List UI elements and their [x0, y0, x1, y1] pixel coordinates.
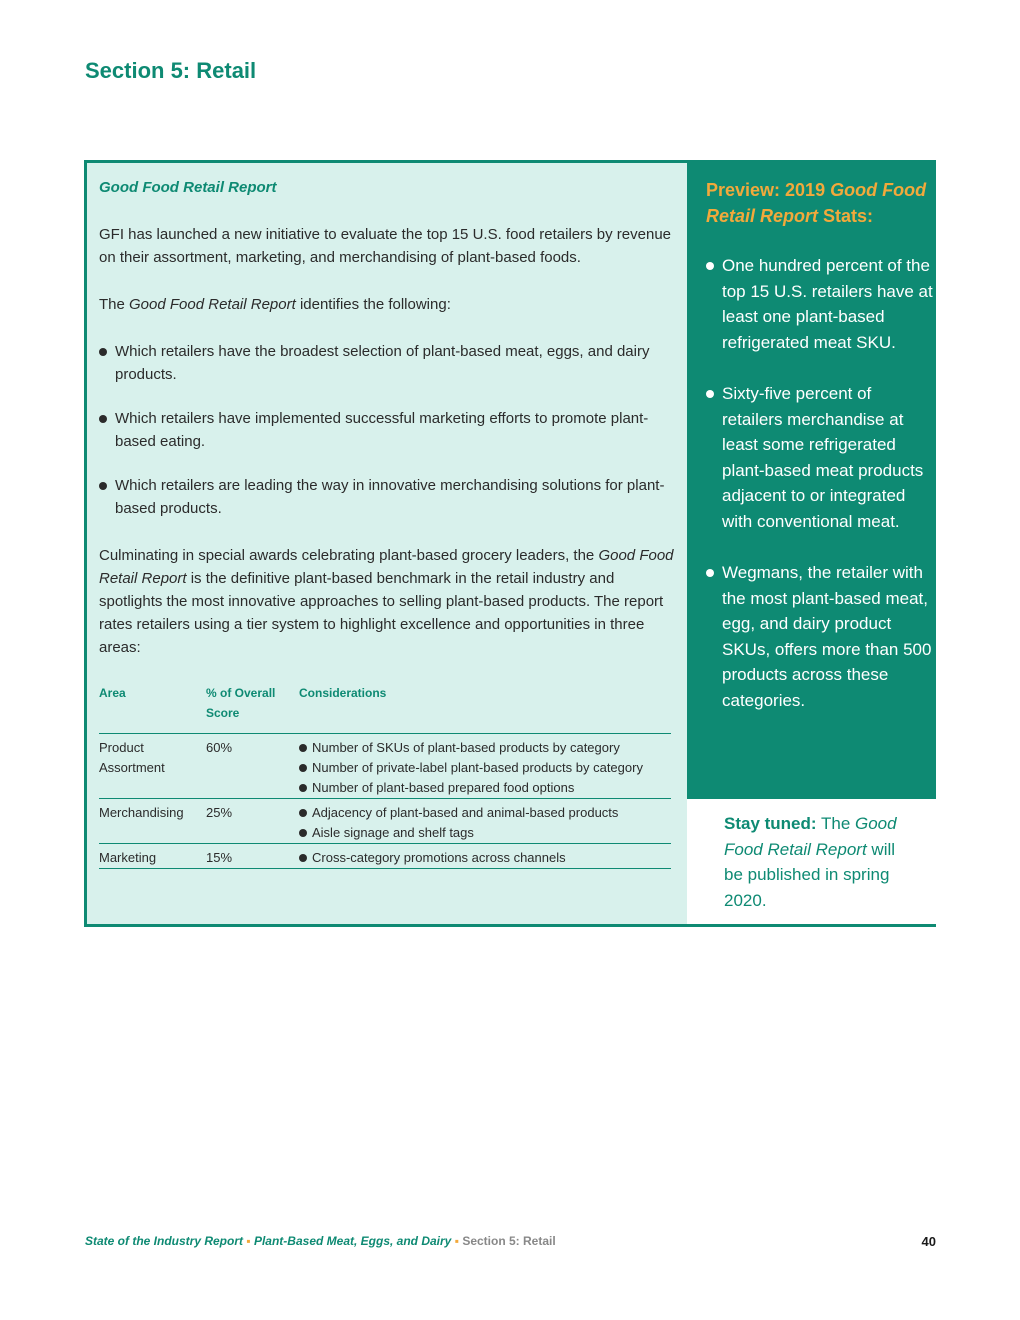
header-area: Area — [99, 683, 206, 734]
header-considerations: Considerations — [299, 683, 671, 734]
percent-cell: 60% — [206, 734, 299, 799]
considerations-cell — [299, 844, 671, 869]
consideration-item: Cross-category promotions across channels — [299, 848, 671, 868]
report-box — [84, 160, 936, 927]
stat-item: Wegmans, the retailer with the most plant-based meat, egg, and dairy product SKUs, offers more than 500 products across these categories. — [706, 560, 934, 713]
page-number: 40 — [921, 1234, 936, 1249]
area-cell: Merchandising — [99, 799, 206, 844]
considerations-cell — [299, 734, 671, 799]
culminating-paragraph: Culminating in special awards celebrating plant-based grocery leaders, the Good Food Retail Report is the definitive plant-based benchmark in the retail industry and spotlights the most innovative approaches to selling plant-based products. The report rates retailers using a tier system to highlight excellence and opportunities in three areas: — [99, 547, 674, 656]
table-row — [99, 799, 671, 844]
report-description — [99, 177, 677, 869]
footer-topic: Plant-Based Meat, Eggs, and Dairy — [253, 1234, 452, 1248]
list-item: Which retailers are leading the way in innovative merchandising solutions for plant-based products. — [99, 474, 677, 520]
areas-table — [99, 683, 671, 869]
consideration-item: Number of SKUs of plant-based products by category — [299, 738, 671, 758]
footer-report-title: State of the Industry Report — [85, 1234, 244, 1248]
stat-item: Sixty-five percent of retailers merchandise at least some refrigerated plant-based meat products adjacent to or integrated with conventional meat. — [706, 381, 934, 534]
list-item: Which retailers have implemented successful marketing efforts to promote plant-based eating. — [99, 407, 677, 453]
stat-item: One hundred percent of the top 15 U.S. retailers have at least one plant-based refrigerated meat SKU. — [706, 253, 934, 355]
consideration-item: Number of private-label plant-based products by category — [299, 758, 671, 778]
identifies-list — [99, 340, 677, 520]
stay-tuned-text: Stay tuned: The Good Food Retail Report will be published in spring 2020. — [724, 814, 897, 910]
percent-cell: 15% — [206, 844, 299, 869]
footer-separator: ▪ — [246, 1234, 251, 1248]
footer-section: Section 5: Retail — [462, 1234, 556, 1248]
table-row — [99, 844, 671, 869]
stay-tuned-panel — [687, 799, 936, 924]
preview-title: Preview: 2019 Good Food Retail Report Stats: — [706, 180, 927, 226]
footer-separator: ▪ — [454, 1234, 459, 1248]
area-cell: Marketing — [99, 844, 206, 869]
considerations-cell — [299, 799, 671, 844]
header-percent: % of Overall Score — [206, 683, 299, 734]
intro-paragraph: GFI has launched a new initiative to evaluate the top 15 U.S. food retailers by revenue on their assortment, marketing, and merchandising of plant-based foods. — [99, 226, 672, 266]
footer-breadcrumb — [85, 1234, 556, 1248]
consideration-item: Number of plant-based prepared food options — [299, 778, 671, 798]
percent-cell: 25% — [206, 799, 299, 844]
stats-list — [706, 253, 936, 713]
table-header-row — [99, 683, 671, 734]
consideration-item: Adjacency of plant-based and animal-based products — [299, 803, 671, 823]
area-cell: Product Assortment — [99, 734, 206, 799]
table-row — [99, 734, 671, 799]
list-item: Which retailers have the broadest selection of plant-based meat, eggs, and dairy products. — [99, 340, 677, 386]
section-title: Section 5: Retail — [85, 58, 257, 83]
preview-stats-panel — [687, 163, 936, 799]
identifies-paragraph: The Good Food Retail Report identifies the following: — [99, 296, 451, 313]
box-title: Good Food Retail Report — [99, 179, 277, 196]
consideration-item: Aisle signage and shelf tags — [299, 823, 671, 843]
